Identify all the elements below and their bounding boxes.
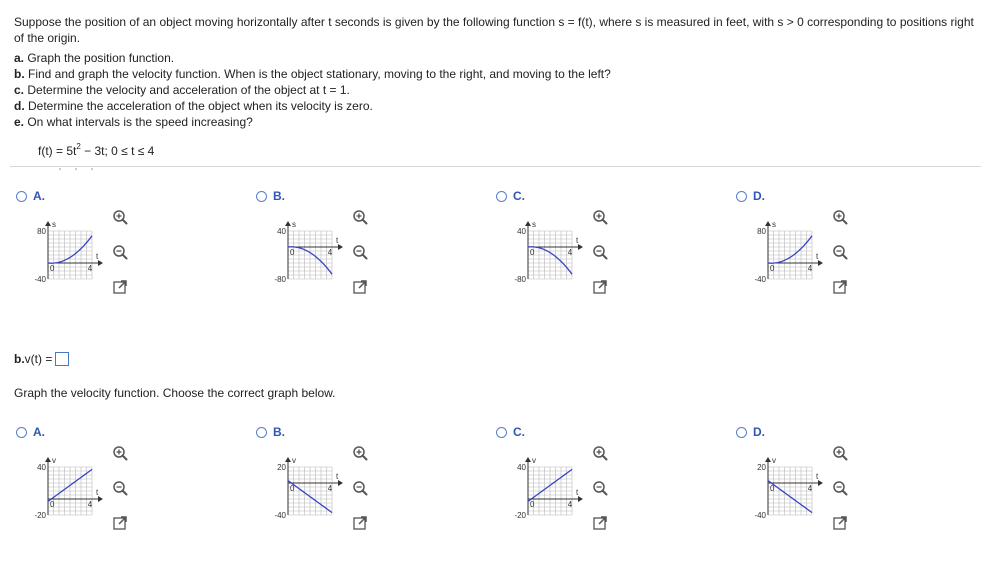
popout-icon[interactable]	[352, 515, 368, 531]
graph-grid	[768, 231, 812, 279]
zoom-out-icon[interactable]	[592, 480, 608, 496]
radio-button[interactable]	[256, 191, 267, 202]
x-axis-arrow	[338, 480, 343, 486]
y-axis-top-label: 20	[757, 463, 766, 472]
y-axis-variable: v	[532, 456, 536, 465]
y-axis-top-label: 80	[757, 227, 766, 236]
y-axis-bottom-label: -20	[514, 511, 526, 520]
velocity-answer-row	[14, 352, 69, 366]
graph-thumbnail[interactable]	[260, 217, 350, 300]
popout-icon[interactable]	[592, 279, 608, 295]
position-option-radio-label[interactable]	[256, 189, 285, 203]
origin-label: 0	[290, 484, 295, 493]
b-part-text: v(t) =	[24, 352, 53, 366]
x-axis-variable: t	[336, 472, 339, 481]
b-part-label: b.	[14, 352, 25, 366]
zoom-in-icon[interactable]	[832, 445, 848, 461]
graph-thumbnail[interactable]	[740, 453, 830, 536]
position-option-d	[736, 189, 966, 319]
x-axis-arrow	[338, 244, 343, 250]
velocity-graph-d	[740, 453, 830, 533]
y-axis-top-label: 40	[517, 227, 526, 236]
y-axis-variable: v	[52, 456, 56, 465]
zoom-in-icon[interactable]	[352, 445, 368, 461]
radio-button[interactable]	[16, 427, 27, 438]
part-e	[14, 114, 979, 130]
velocity-option-radio-label[interactable]	[496, 425, 525, 439]
zoom-out-icon[interactable]	[352, 244, 368, 260]
y-axis-variable: v	[772, 456, 776, 465]
origin-label: 0	[770, 484, 775, 493]
y-axis-bottom-label: -40	[754, 275, 766, 284]
zoom-out-icon[interactable]	[592, 244, 608, 260]
x-axis-arrow	[578, 496, 583, 502]
y-axis-bottom-label: -40	[34, 275, 46, 284]
zoom-out-icon[interactable]	[112, 480, 128, 496]
zoom-in-icon[interactable]	[112, 209, 128, 225]
x-axis-tick-label: 4	[567, 500, 573, 509]
graph-grid	[48, 231, 92, 279]
part-b-text: Find and graph the velocity function. When is the object stationary, moving to the right, and moving to the left?	[24, 67, 611, 81]
part-c-text: Determine the velocity and acceleration of the object at t = 1.	[24, 83, 350, 97]
zoom-out-icon[interactable]	[352, 480, 368, 496]
x-axis-variable: t	[96, 488, 99, 497]
velocity-graph-c	[500, 453, 590, 533]
y-axis-arrow	[285, 221, 291, 226]
part-d-text: Determine the acceleration of the object when its velocity is zero.	[24, 99, 373, 113]
zoom-in-icon[interactable]	[592, 445, 608, 461]
position-graph-a	[20, 217, 110, 297]
part-d	[14, 98, 979, 114]
origin-label: 0	[50, 500, 55, 509]
option-letter: A.	[33, 189, 45, 203]
x-axis-tick-label: 4	[807, 484, 813, 493]
x-axis-tick-label: 4	[567, 248, 573, 257]
x-axis-variable: t	[816, 252, 819, 261]
y-axis-variable: s	[292, 220, 296, 229]
popout-icon[interactable]	[832, 515, 848, 531]
origin-label: 0	[530, 500, 535, 509]
velocity-option-d	[736, 425, 966, 555]
popout-icon[interactable]	[112, 279, 128, 295]
x-axis-variable: t	[96, 252, 99, 261]
graph-thumbnail[interactable]	[500, 453, 590, 536]
option-letter: D.	[753, 189, 765, 203]
zoom-in-icon[interactable]	[592, 209, 608, 225]
function-lhs: f(t) = 5t	[38, 144, 77, 158]
origin-label: 0	[290, 248, 295, 257]
y-axis-arrow	[285, 457, 291, 462]
origin-label: 0	[50, 264, 55, 273]
y-axis-arrow	[765, 457, 771, 462]
option-letter: A.	[33, 425, 45, 439]
popout-icon[interactable]	[112, 515, 128, 531]
y-axis-arrow	[45, 457, 51, 462]
graph-thumbnail[interactable]	[260, 453, 350, 536]
radio-button[interactable]	[256, 427, 267, 438]
x-axis-variable: t	[816, 472, 819, 481]
function-exponent: 2	[76, 142, 81, 151]
problem-statement	[14, 14, 979, 130]
radio-button[interactable]	[16, 191, 27, 202]
popout-icon[interactable]	[832, 279, 848, 295]
velocity-option-radio-label[interactable]	[256, 425, 285, 439]
x-axis-arrow	[578, 244, 583, 250]
velocity-answer-input[interactable]	[55, 352, 69, 366]
option-letter: D.	[753, 425, 765, 439]
popout-icon[interactable]	[592, 515, 608, 531]
part-c	[14, 82, 979, 98]
part-e-label: e.	[14, 115, 25, 129]
part-d-label: d.	[14, 99, 25, 113]
x-axis-variable: t	[576, 488, 579, 497]
part-e-text: On what intervals is the speed increasing?	[24, 115, 253, 129]
zoom-out-icon[interactable]	[112, 244, 128, 260]
part-a-label: a.	[14, 51, 25, 65]
option-letter: C.	[513, 189, 525, 203]
part-c-label: c.	[14, 83, 25, 97]
x-axis-arrow	[98, 260, 103, 266]
position-option-radio-label[interactable]	[736, 189, 765, 203]
position-option-radio-label[interactable]	[496, 189, 525, 203]
option-letter: C.	[513, 425, 525, 439]
y-axis-bottom-label: -40	[754, 511, 766, 520]
part-b-label: b.	[14, 67, 25, 81]
y-axis-bottom-label: -20	[34, 511, 46, 520]
velocity-instruction: Graph the velocity function. Choose the correct graph below.	[14, 386, 336, 400]
graph-thumbnail[interactable]	[20, 453, 110, 536]
zoom-out-icon[interactable]	[832, 244, 848, 260]
velocity-option-radio-label[interactable]	[736, 425, 765, 439]
zoom-in-icon[interactable]	[832, 209, 848, 225]
y-axis-top-label: 20	[277, 463, 286, 472]
position-option-radio-label[interactable]	[16, 189, 45, 203]
y-axis-top-label: 40	[277, 227, 286, 236]
x-axis-arrow	[98, 496, 103, 502]
graph-grid	[288, 231, 332, 279]
velocity-graph-a	[20, 453, 110, 533]
velocity-option-radio-label[interactable]	[16, 425, 45, 439]
popout-icon[interactable]	[352, 279, 368, 295]
radio-button[interactable]	[496, 191, 507, 202]
position-graph-d	[740, 217, 830, 297]
position-option-a	[16, 189, 246, 319]
radio-button[interactable]	[736, 427, 747, 438]
zoom-out-icon[interactable]	[832, 480, 848, 496]
zoom-in-icon[interactable]	[352, 209, 368, 225]
y-axis-bottom-label: -80	[274, 275, 286, 284]
radio-button[interactable]	[736, 191, 747, 202]
velocity-graph-b	[260, 453, 350, 533]
y-axis-arrow	[525, 457, 531, 462]
y-axis-top-label: 80	[37, 227, 46, 236]
part-a-text: Graph the position function.	[24, 51, 175, 65]
y-axis-arrow	[45, 221, 51, 226]
part-b	[14, 66, 979, 82]
x-axis-tick-label: 4	[87, 500, 93, 509]
position-graph-c	[500, 217, 590, 297]
origin-label: 0	[770, 264, 775, 273]
option-letter: B.	[273, 189, 285, 203]
radio-button[interactable]	[496, 427, 507, 438]
graph-thumbnail[interactable]	[20, 217, 110, 300]
y-axis-variable: s	[532, 220, 536, 229]
velocity-option-b	[256, 425, 486, 555]
y-axis-variable: s	[772, 220, 776, 229]
velocity-option-c	[496, 425, 726, 555]
zoom-in-icon[interactable]	[112, 445, 128, 461]
position-option-c	[496, 189, 726, 319]
x-axis-variable: t	[336, 236, 339, 245]
option-letter: B.	[273, 425, 285, 439]
y-axis-bottom-label: -80	[514, 275, 526, 284]
y-axis-variable: s	[52, 220, 56, 229]
y-axis-bottom-label: -40	[274, 511, 286, 520]
section-divider	[10, 166, 981, 167]
position-option-b	[256, 189, 486, 319]
graph-grid	[528, 231, 572, 279]
y-axis-top-label: 40	[517, 463, 526, 472]
x-axis-arrow	[818, 480, 823, 486]
y-axis-top-label: 40	[37, 463, 46, 472]
x-axis-tick-label: 4	[327, 248, 333, 257]
origin-label: 0	[530, 248, 535, 257]
y-axis-arrow	[765, 221, 771, 226]
graph-thumbnail[interactable]	[500, 217, 590, 300]
part-a	[14, 50, 979, 66]
position-function	[38, 144, 154, 158]
velocity-option-a	[16, 425, 246, 555]
function-rhs: − 3t; 0 ≤ t ≤ 4	[80, 144, 155, 158]
position-graph-b	[260, 217, 350, 297]
y-axis-variable: v	[292, 456, 296, 465]
y-axis-arrow	[525, 221, 531, 226]
x-axis-variable: t	[576, 236, 579, 245]
x-axis-arrow	[818, 260, 823, 266]
graph-thumbnail[interactable]	[740, 217, 830, 300]
x-axis-tick-label: 4	[87, 264, 93, 273]
x-axis-tick-label: 4	[327, 484, 333, 493]
x-axis-tick-label: 4	[807, 264, 813, 273]
problem-intro: Suppose the position of an object moving horizontally after t seconds is given by the following function s = f(t), where s is measured in feet, with s > 0 corresponding to positions right of the origin.	[14, 15, 974, 45]
